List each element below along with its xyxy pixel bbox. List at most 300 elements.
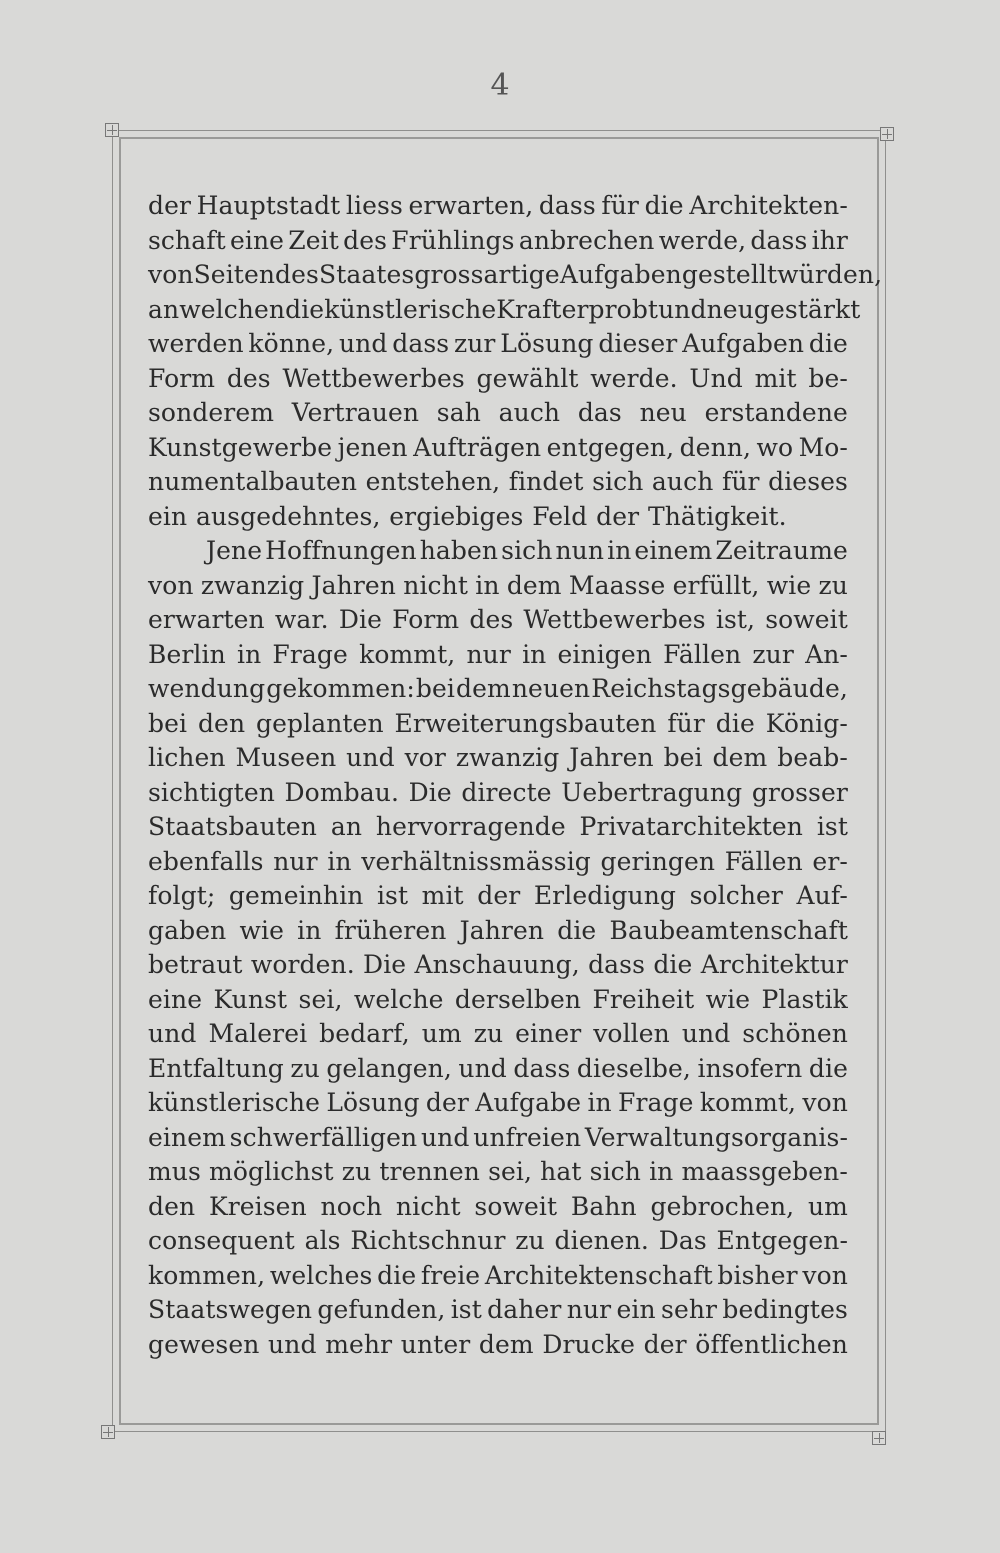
word: zu (818, 570, 848, 600)
word: trennen (379, 1157, 480, 1186)
word: Lösung (500, 329, 594, 358)
word: die (377, 1260, 417, 1290)
word: Die (338, 605, 382, 634)
word: bedarf, (319, 1019, 410, 1048)
word: ist (450, 1295, 482, 1324)
word: jenen (337, 432, 408, 462)
word: Reichstagsgebäude, (591, 674, 848, 703)
text-line (148, 810, 848, 845)
word: möglichst (209, 1157, 334, 1186)
word: ergiebiges (389, 501, 524, 531)
word: entgegen, (546, 432, 675, 462)
page-number: 4 (490, 68, 510, 103)
word: Jahren (459, 915, 545, 945)
word: Thätigkeit. (647, 501, 787, 531)
word: der (596, 501, 640, 531)
word: Jahren (569, 743, 654, 772)
word: An- (805, 639, 848, 669)
word: schwerfälligen (229, 1122, 418, 1152)
word: be- (808, 363, 848, 393)
word: gestellt (681, 260, 778, 289)
word: dem (712, 743, 768, 772)
word: Architektur (700, 950, 848, 979)
word: in (522, 639, 547, 669)
word: Form (392, 605, 460, 634)
word: neuen (511, 674, 591, 703)
word: auch (498, 398, 561, 427)
word: von (148, 260, 194, 289)
text-line (148, 1293, 848, 1328)
word: dem (506, 570, 562, 600)
word: dass (588, 950, 646, 979)
word: Uebertragung (561, 777, 743, 807)
word: bei (415, 674, 455, 703)
text-line (148, 569, 848, 604)
word: dem (456, 674, 511, 703)
text-line (148, 672, 848, 707)
word: von (802, 1260, 848, 1290)
word: den (197, 708, 246, 738)
body-text (148, 189, 883, 1362)
word: Die (408, 777, 452, 807)
word: den (148, 1191, 196, 1221)
word: ebenfalls (148, 846, 264, 876)
word: die (285, 294, 325, 324)
word: dienen. (554, 1226, 649, 1255)
word: Kraft (496, 294, 562, 324)
word: Drucke (542, 1329, 635, 1359)
word: soweit (765, 605, 848, 634)
word: haben (419, 536, 499, 565)
word: und (346, 743, 395, 772)
word: die (653, 950, 693, 979)
word: Jahren (311, 570, 397, 600)
word: folgt; (148, 881, 216, 910)
word: consequent (148, 1226, 295, 1255)
word: directe (461, 777, 552, 807)
word: Architektenschaft (484, 1260, 713, 1290)
word: Erledigung (533, 881, 677, 910)
word: findet (508, 467, 584, 496)
word: gemeinhin (228, 881, 364, 910)
word: insofern (697, 1053, 803, 1083)
word: ist (816, 812, 848, 841)
word: einer (515, 1019, 582, 1048)
word: Malerei (208, 1019, 308, 1048)
word: nun (555, 536, 605, 565)
word: Wettbewerbes (282, 363, 465, 393)
word: gaben (148, 915, 227, 945)
word: um (807, 1191, 848, 1221)
word: sich (589, 1157, 641, 1186)
word: sichtigten (148, 777, 275, 807)
word: zwanzig (455, 743, 560, 772)
word: Aufgaben (682, 329, 805, 358)
word: des (275, 260, 319, 289)
word: mit (421, 881, 464, 910)
word: dass (392, 329, 450, 358)
text-line (148, 1086, 848, 1121)
word: verhältnissmässig (361, 846, 591, 876)
word: solcher (689, 881, 783, 910)
word: die (557, 915, 597, 945)
word: erwarten (148, 605, 265, 634)
word: nicht (403, 570, 469, 600)
word: schaft (148, 225, 226, 255)
word: hervorragende (375, 812, 566, 841)
word: Privatarchitekten (579, 812, 803, 841)
word: Staatsbauten (148, 812, 318, 841)
word: die (715, 708, 755, 738)
text-line (148, 1052, 848, 1087)
word: von (148, 570, 194, 600)
word: sich (592, 467, 644, 496)
word: geringen (600, 846, 716, 876)
word: um (421, 1019, 462, 1048)
word: neu (706, 294, 754, 324)
text-line (148, 396, 848, 431)
word: Kunstgewerbe (148, 432, 333, 462)
word: und (458, 1053, 507, 1083)
text-line (148, 1155, 848, 1190)
text-line (148, 776, 848, 811)
word: Kunst (213, 984, 288, 1014)
word: daher (487, 1295, 562, 1324)
word: und (681, 1019, 731, 1048)
word: auch (651, 467, 714, 496)
word: kommt, (359, 639, 456, 669)
word: eine (229, 225, 285, 255)
word: zur (752, 639, 794, 669)
word: welches (269, 1260, 373, 1290)
word: erstandene (704, 398, 848, 427)
text-line (148, 603, 848, 638)
word: nur (273, 846, 318, 876)
word: in (587, 1088, 612, 1117)
word: Jene (206, 536, 263, 565)
word: Architekten- (689, 191, 848, 220)
word: erwarten, (408, 191, 534, 220)
corner-ornament-icon (880, 127, 894, 141)
word: zu (473, 1019, 504, 1048)
text-line (148, 258, 883, 293)
word: maassgeben- (681, 1157, 848, 1186)
word: sah (436, 398, 481, 427)
word: lichen (148, 743, 226, 772)
word: Baubeamtenschaft (609, 915, 848, 945)
word: kommen, (148, 1260, 266, 1290)
word: und (148, 1019, 197, 1048)
word: ein (616, 1295, 656, 1324)
word: und (268, 1329, 317, 1359)
word: früheren (334, 915, 447, 945)
word: Frühlings (391, 225, 515, 255)
word: in (327, 846, 352, 876)
word: die (808, 1053, 848, 1083)
word: sehr (661, 1295, 718, 1324)
word: Das (658, 1226, 707, 1255)
word: neu (639, 398, 687, 427)
word: Maasse (568, 570, 666, 600)
text-line (148, 465, 848, 500)
word: Hoffnungen (265, 536, 417, 565)
word: geplanten (256, 708, 384, 738)
word: Form (148, 363, 216, 393)
word: einem (634, 536, 713, 565)
word: Richtschnur (350, 1226, 506, 1255)
word: Fällen (724, 846, 803, 876)
word: Freiheit (592, 984, 695, 1014)
word: öffentlichen (695, 1329, 848, 1359)
word: zu (515, 1226, 545, 1255)
word: die (808, 329, 848, 358)
word: in (475, 570, 500, 600)
word: gestärkt (753, 294, 861, 324)
word: wendung (148, 674, 266, 703)
word: Zeit (288, 225, 339, 255)
word: des (226, 363, 271, 393)
word: bei (148, 708, 188, 738)
word: als (304, 1226, 341, 1255)
word: dieser (598, 329, 678, 358)
word: zur (453, 329, 496, 358)
word: sonderem (148, 398, 275, 427)
word: denn, (679, 432, 752, 462)
word: noch (320, 1191, 383, 1221)
word: bisher (717, 1260, 798, 1290)
word: in (297, 915, 322, 945)
word: welche (353, 984, 444, 1014)
word: Anschauung, (414, 950, 580, 979)
word: in (236, 639, 262, 669)
word: vor (404, 743, 446, 772)
text-line (148, 914, 848, 949)
word: derselben (454, 984, 582, 1014)
text-line (148, 1017, 848, 1052)
word: dass (538, 191, 596, 220)
word: gebrochen, (650, 1191, 795, 1221)
word: künstlerische (148, 1088, 320, 1117)
word: würden, (777, 260, 883, 289)
word: könne, (248, 329, 335, 358)
word: sich (501, 536, 553, 565)
text-line (148, 500, 848, 535)
word: Auf- (796, 881, 848, 910)
word: Mo- (798, 432, 848, 462)
word: war. (274, 605, 329, 634)
word: die (644, 191, 684, 220)
word: ist, (715, 605, 756, 634)
word: werde. (590, 363, 678, 393)
word: Aufgaben (559, 260, 682, 289)
word: gewählt (476, 363, 579, 393)
word: Berlin (148, 639, 226, 669)
word: Fällen (663, 639, 742, 669)
word: erprobt (561, 294, 659, 324)
corner-ornament-icon (101, 1425, 115, 1439)
word: unfreien (473, 1122, 582, 1152)
word: er- (812, 846, 848, 876)
text-line (148, 707, 848, 742)
word: worden. (250, 950, 355, 979)
word: der (477, 881, 521, 910)
word: gelangen, (326, 1053, 452, 1083)
word: und (338, 329, 388, 358)
word: König- (765, 708, 848, 738)
text-line (148, 327, 848, 362)
text-line (148, 741, 848, 776)
text-line (148, 189, 848, 224)
word: betraut (148, 950, 243, 979)
word: zu (341, 1157, 372, 1186)
word: ein (148, 501, 188, 531)
word: gekommen: (266, 674, 415, 703)
word: Staatswegen (148, 1295, 313, 1324)
text-line (148, 293, 861, 328)
word: künstlerische (324, 294, 497, 324)
word: wie (705, 984, 751, 1014)
word: der (643, 1329, 687, 1359)
word: Lösung (326, 1088, 420, 1117)
word: Bahn (570, 1191, 637, 1221)
word: grossartige (414, 260, 560, 289)
text-line (148, 983, 848, 1018)
word: Plastik (761, 984, 848, 1014)
text-line (148, 1121, 848, 1156)
word: nicht (395, 1191, 461, 1221)
text-line (148, 1224, 848, 1259)
word: dieselbe, (576, 1053, 691, 1083)
text-line (148, 431, 848, 466)
word: bei (663, 743, 703, 772)
word: gewesen (148, 1329, 260, 1359)
word: in (649, 1157, 674, 1186)
word: einem (148, 1122, 226, 1152)
word: Zeitraume (715, 536, 848, 565)
word: mehr (325, 1329, 393, 1359)
word: sei, (298, 984, 343, 1014)
word: Und (689, 363, 743, 393)
word: an (330, 812, 363, 841)
word: Staates (318, 260, 415, 289)
text-line (148, 638, 848, 673)
word: Wettbewerbes (523, 605, 706, 634)
text-line (148, 224, 848, 259)
word: das (577, 398, 622, 427)
word: freie (420, 1260, 481, 1290)
word: werden (148, 329, 244, 358)
word: der (425, 1088, 469, 1117)
corner-ornament-icon (872, 1431, 886, 1445)
word: der (148, 191, 192, 220)
word: hat (540, 1157, 582, 1186)
word: und (658, 294, 707, 324)
word: Seiten (193, 260, 276, 289)
word: des (469, 605, 514, 634)
word: nur (466, 639, 511, 669)
word: entstehen, (365, 467, 501, 496)
word: ist (376, 881, 409, 910)
word: Aufgabe (475, 1088, 582, 1117)
word: mit (754, 363, 797, 393)
word: dass (513, 1053, 571, 1083)
text-line (148, 1190, 848, 1225)
word: und (420, 1122, 470, 1152)
word: Aufträgen (413, 432, 542, 462)
word: beab- (777, 743, 848, 772)
corner-ornament-icon (105, 123, 119, 137)
word: Entfaltung (148, 1053, 284, 1083)
word: schönen (742, 1019, 848, 1048)
text-line (148, 879, 848, 914)
word: dem (478, 1329, 534, 1359)
word: grosser (751, 777, 848, 807)
word: von (802, 1088, 848, 1117)
text-line (148, 1259, 848, 1294)
word: sei, (488, 1157, 533, 1186)
text-line (148, 948, 848, 983)
word: Entgegen- (716, 1226, 848, 1255)
word: wo (756, 432, 794, 462)
word: mus (148, 1157, 201, 1186)
word: für (667, 708, 705, 738)
word: zwanzig (200, 570, 305, 600)
word: dass (750, 225, 808, 255)
word: Frage (618, 1088, 694, 1117)
text-line (148, 845, 848, 880)
word: zu (290, 1053, 320, 1083)
word: anbrechen (518, 225, 655, 255)
text-line (148, 534, 848, 569)
word: welchen (179, 294, 286, 324)
word: nur (566, 1295, 612, 1324)
word: Verwaltungsorganis- (584, 1122, 848, 1152)
word: soweit (474, 1191, 558, 1221)
word: numentalbauten (148, 467, 358, 496)
word: für (601, 191, 639, 220)
word: unter (400, 1329, 471, 1359)
word: Die (363, 950, 407, 979)
word: wie (239, 915, 284, 945)
word: werde, (658, 225, 747, 255)
word: ausgedehntes, (195, 501, 381, 531)
word: Kreisen (208, 1191, 307, 1221)
word: liess (345, 191, 403, 220)
word: Frage (272, 639, 348, 669)
word: gefunden, (317, 1295, 446, 1324)
word: für (721, 467, 760, 496)
text-line (148, 1328, 848, 1363)
word: Vertrauen (291, 398, 420, 427)
word: an (148, 294, 180, 324)
word: des (343, 225, 388, 255)
word: Feld (532, 501, 588, 531)
word: eine (148, 984, 203, 1014)
word: Erweiterungsbauten (394, 708, 657, 738)
word: Hauptstadt (196, 191, 341, 220)
word: Dombau. (284, 777, 399, 807)
word: erfüllt, (672, 570, 760, 600)
word: einigen (557, 639, 653, 669)
word: vollen (593, 1019, 670, 1048)
word: dieses (768, 467, 848, 496)
word: wie (766, 570, 812, 600)
word: bedingtes (722, 1295, 848, 1324)
word: Museen (235, 743, 337, 772)
word: kommt, (699, 1088, 797, 1117)
word: ihr (811, 225, 848, 255)
word: in (607, 536, 632, 565)
